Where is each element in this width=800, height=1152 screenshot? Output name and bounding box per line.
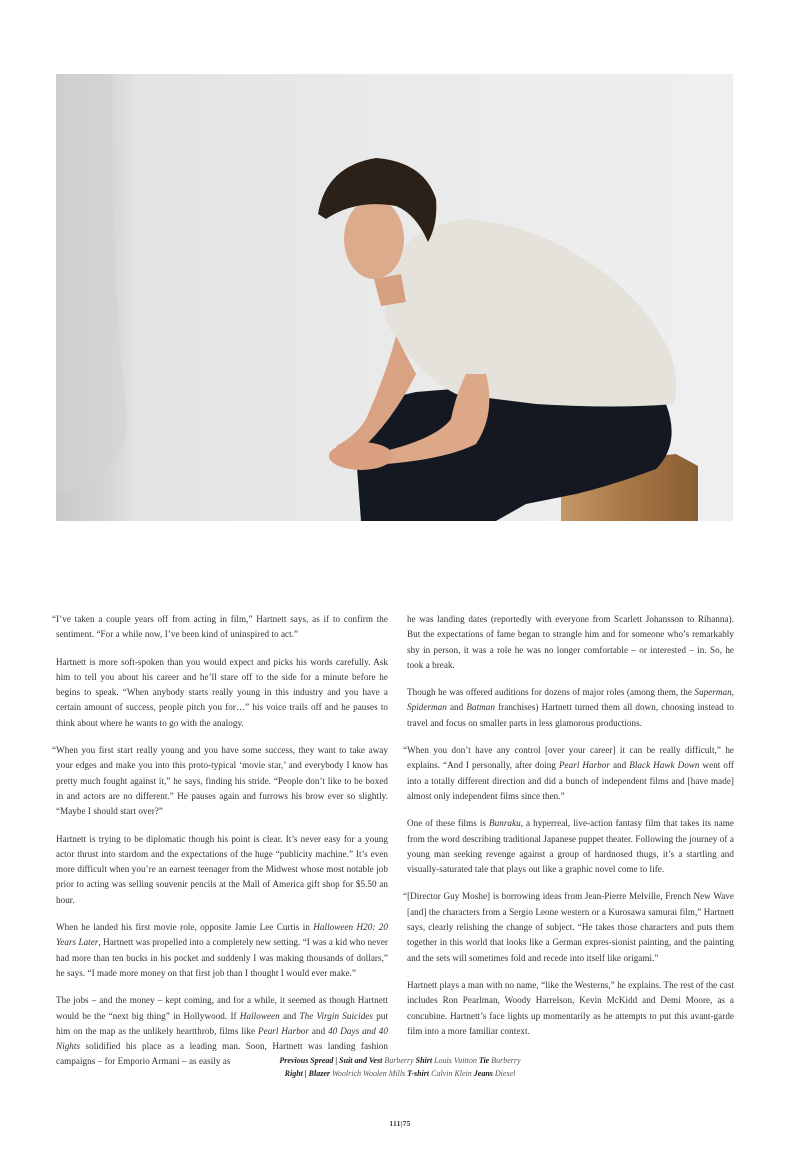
portrait-illustration (56, 74, 733, 521)
title-italic: Pearl Harbor (558, 760, 610, 771)
credit-label: Shirt (415, 1056, 433, 1065)
article-paragraph (403, 743, 734, 804)
article-paragraph (407, 685, 734, 731)
text-run: and (609, 760, 630, 771)
text-run: “[Director Guy Moshe] is borrowing ideas from Jean-Pierre Melville, French New Wave [and] the characters from a Sergio Leone western or a Kurosawa samurai film,” Hartnett says, clearly relishing the change of subject. “He takes those characters and puts them together in this world that looks like a German expres-sionist painting, and the painting and the sets will sometimes fold and recede into itself like origami.” (403, 891, 734, 963)
credit-brand: Woolrich Woolen Mills (329, 1068, 408, 1078)
text-run: franchises) Hartnett turned them all down, choosing instead to travel and focus on smaller parts in less glamorous productions. (407, 702, 735, 728)
credit-label: Previous Spread | Suit and Vest (279, 1056, 383, 1065)
title-italic: Superman (694, 687, 732, 698)
text-run: put him on the map as the unlikely heartthrob, films like (56, 1010, 389, 1036)
credit-label: Right | Blazer (284, 1068, 330, 1078)
text-run: Hartnett is more soft-spoken than you would expect and picks his words carefully. Ask him to tell you about his career and he’ll stare off to the side for a minute before he begins to speak. “When anybody starts really young in this industry and you have a certain amount of success, people pitch you for…” his voice trails off and he pauses to think about where he wants to go with the analogy. (56, 656, 388, 728)
text-run: solidified his place as a leading man. Soon, Hartnett was landing fashion campaigns – for Emporio Armani – as easily as (56, 1041, 388, 1067)
credits-line-1 (0, 1055, 800, 1068)
text-run: and (308, 1025, 329, 1036)
text-run: The jobs – and the money – kept coming, and for a while, it seemed as though Hartnett would be the “next big thing” in Hollywood. If (56, 995, 388, 1021)
head (344, 199, 404, 279)
text-run: Hartnett plays a man with no name, “like the Westerns,” he explains. The rest of the cast includes Ron Pearlman, Woody Harrelson, Kevin McKidd and Demi Moore, as a concubine. Hartnett’s face lights up momentarily as he attempts to put this avant-garde film into a more familiar context. (407, 979, 734, 1036)
credit-brand: Burberry (382, 1056, 416, 1065)
article-paragraph (407, 816, 734, 877)
credits-line-2 (0, 1068, 800, 1081)
text-run: , (731, 687, 734, 698)
title-italic: Pearl Harbor (258, 1025, 309, 1036)
text-run: , a hyperreal, live-action fantasy film that takes its name from the word describing traditional Japanese puppet theater. Following the journey of a young man seeking revenge against a group of hardnosed thugs, it’s a startling and visually-saturated tale that plays out like a graphic novel come to life. (407, 818, 734, 875)
title-italic: Halloween (239, 1010, 280, 1021)
title-italic: The Virgin Suicides (299, 1010, 373, 1021)
article-paragraph (403, 889, 734, 965)
article-paragraph (407, 978, 734, 1039)
title-italic: Batman (466, 702, 495, 713)
credit-brand: Diesel (492, 1068, 516, 1078)
title-italic: 40 Days and 40 Nights (56, 1025, 389, 1052)
text-run: “When you don’t have any control [over your career] it can be really difficult,” he explains. “And I personally, after doing (403, 745, 734, 771)
text-run: and (446, 702, 467, 713)
title-italic: Spiderman (407, 702, 447, 713)
title-italic: Black Hawk Down (629, 760, 700, 771)
fashion-credits (0, 1055, 800, 1080)
text-run: went off into a totally different direction and did a bunch of independent films and [have made] almost only independent films since then.” (407, 760, 734, 801)
text-run: When he landed his first movie role, opposite Jamie Lee Curtis in (56, 922, 314, 933)
text-run: “I’ve taken a couple years off from acting in film,” Hartnett says, as if to confirm the sentiment. “For a while now, I’ve been kind of uninspired to act.” (52, 614, 388, 640)
text-run: , Hartnett was propelled into a completely new setting. “I was a kid who never had more than ten bucks in his pocket and suddenly I was making thousands of dollars,” he says. “I made more money on that first job than I thought I would ever make.” (56, 937, 388, 978)
article-paragraph (56, 920, 388, 981)
text-run: and (279, 1010, 300, 1021)
text-run: he was landing dates (reportedly with everyone from Scarlett Johansson to Rihanna). But the expectations of fame began to strangle him and for someone who’s remarkably shy in person, it was a role he was no longer comfortable – or interested – in. So, he took a break. (407, 614, 734, 670)
feature-photo (56, 74, 733, 521)
credit-brand: Calvin Klein (429, 1068, 474, 1078)
credit-label: Jeans (473, 1068, 493, 1078)
article-paragraph (52, 743, 388, 819)
article-column-right (403, 612, 735, 1051)
credit-label: T-shirt (407, 1068, 430, 1078)
hands (329, 442, 393, 470)
title-italic: Halloween H20: 20 Years Later (56, 922, 388, 948)
page-number: 111|75 (389, 1119, 411, 1128)
text-run: “When you first start really young and you have some success, they want to take away your edges and make you into this proto-typical ‘movie star,’ and everybody I know has pretty much fought against it,” he says, finding his stride. “People don’t like to be boxed in and actors are no different.” He pauses again and furrows his brow ever so slightly. “Maybe I should start over?” (52, 745, 388, 817)
article-paragraph (52, 612, 388, 643)
article-paragraph (56, 655, 388, 731)
title-italic: Bunraku (489, 818, 521, 829)
text-run: Though he was offered auditions for dozens of major roles (among them, the (407, 687, 695, 698)
text-run: One of these films is (407, 818, 490, 829)
text-run: Hartnett is trying to be diplomatic though his point is clear. It’s never easy for a young actor thrust into stardom and the expectations of the huge “publicity machine.” It’s even more difficult when you’re an earnest teenager from the Midwest whose most notable job prior to acting was selling souvenir pencils at the Mall of America gift shop for $5.50 an hour. (56, 833, 388, 905)
article-column-left (52, 612, 389, 1082)
credit-brand: Louis Vuitton (432, 1056, 479, 1065)
article-paragraph (407, 612, 734, 673)
article-paragraph (56, 832, 388, 908)
credit-label: Tie (478, 1056, 490, 1065)
credit-brand: Burberry (489, 1056, 521, 1065)
